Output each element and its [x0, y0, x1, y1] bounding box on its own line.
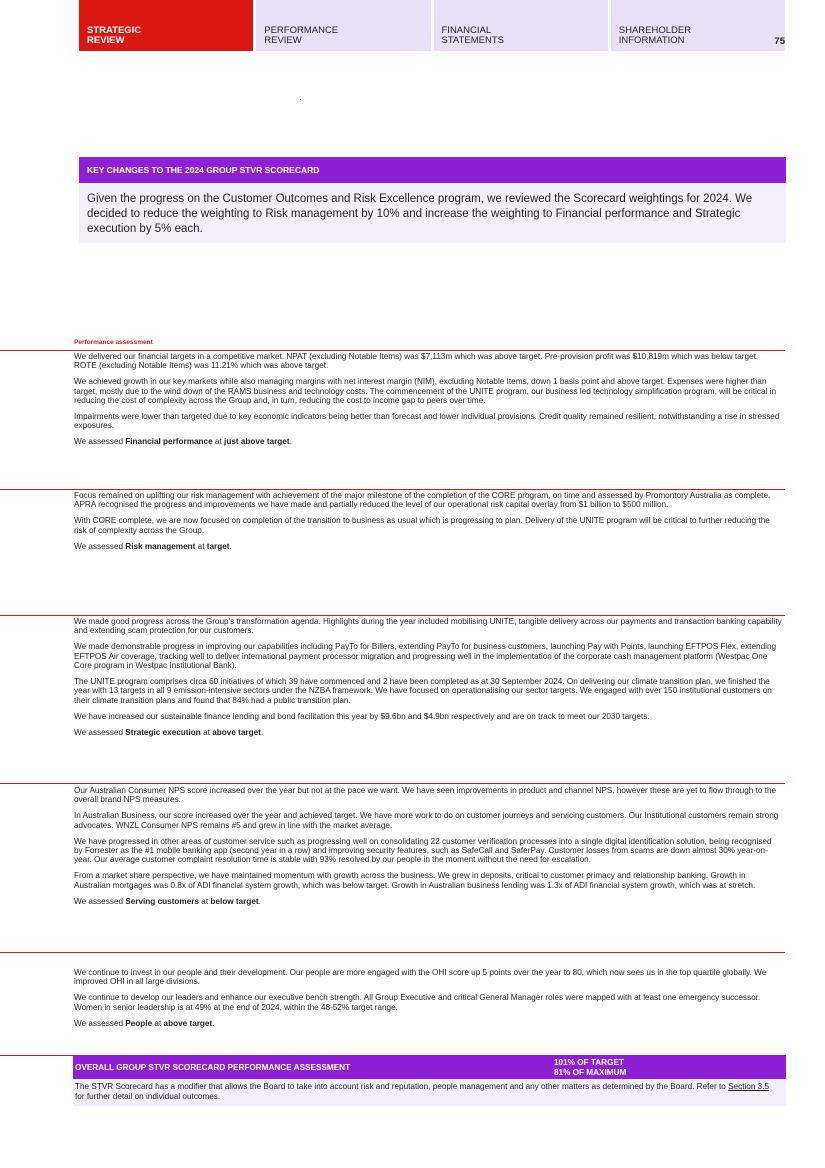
verdict-mid: at [200, 727, 213, 737]
verdict-post: . [289, 437, 292, 447]
tab-label-line2: STATEMENTS [441, 35, 504, 46]
verdict-result: target [206, 541, 230, 551]
performance-assessment-label: Performance assessment [74, 339, 153, 346]
verdict-mid: at [212, 437, 225, 447]
paragraph: Focus remained on uplifting our risk management with achievement of the major milestone of the completion of the CORE program, on time and assessed by Promontory Australia as complete. APRA recognised the progress and improvements we have made and partially reduced the level of our operational risk capital overlay from $1 billion to $500 million. [74, 491, 771, 510]
tab-label-line1: PERFORMANCE [264, 25, 339, 36]
paragraph: We continue to invest in our people and their development. Our people are more engaged with the OHI score up 5 points over the year to 80, which now sees us in the top quartile globally. We improved OHI in all large divisions. [74, 968, 767, 987]
verdict [74, 897, 782, 906]
tab-label-line1: FINANCIAL [441, 25, 492, 36]
paragraph: In Australian Business, our score increased over the year and achieved target. We have more work to do on customer journeys and servicing customers. Our Institutional customers remain strong advocates. WNZL Consumer NPS remains #5 and grew in line with the market average. [74, 811, 779, 830]
section-link[interactable]: Section 3.5 [728, 1082, 770, 1091]
customers-assessment [74, 786, 782, 913]
overall-body [73, 1079, 786, 1106]
financial-assessment [74, 352, 782, 453]
verdict-post: . [229, 541, 232, 551]
verdict-post: . [260, 727, 264, 737]
tab-label-line2: REVIEW [87, 35, 125, 46]
verdict-post: . [258, 896, 261, 906]
paragraph: From a market share perspective, we have maintained momentum with growth across the business. We grew in deposits, critical to customer primacy and relationship banking. Growth in Australian mortgages was 0.8x of ADI financial system growth, which was below target. Growth in Australian business lending was 1.3x of ADI financial system growth, which was at stretch. [74, 871, 756, 890]
verdict-subject: Risk management [125, 541, 196, 551]
overall-result-target: 101% OF TARGET [554, 1058, 624, 1067]
verdict-pre: We assessed [74, 437, 126, 447]
key-changes-title: KEY CHANGES TO THE 2024 GROUP STVR SCORECARD [79, 157, 786, 183]
divider [0, 489, 785, 490]
paragraph: We delivered our financial targets in a competitive market. NPAT (excluding Notable Items) was $7,113m which was above target. Pre-provision profit was $10,819m which was below target. ROTE (excluding Notable Items) was 11.21% which was above target. [74, 352, 759, 371]
overall-result-maximum: 81% OF MAXIMUM [554, 1067, 627, 1077]
verdict-mid: at [199, 896, 211, 906]
overall-header [73, 1055, 786, 1079]
paragraph: The UNITE program comprises circa 60 initiatives of which 39 have commenced and 2 have been completed as at 30 September 2024. On delivering our climate transition plan, we finished the year with 13 targets in all 9 emission-intensive sectors under the NZBA framework. We have focused on operationalising our sector targets. We engaged with over 150 institutional customers on their climate transition plans and found that 84% had a public transition plan. [74, 677, 772, 705]
paragraph: We made good progress across the Group's transformation agenda. Highlights during the year included mobilising UNITE, tangible delivery across our payments and transaction banking capability and extending scam protection for our customers. [74, 617, 782, 636]
tab-performance-review[interactable] [256, 0, 430, 51]
verdict [74, 542, 782, 551]
verdict-pre: We assessed [74, 1018, 126, 1028]
divider [0, 952, 785, 953]
verdict-subject: People [125, 1018, 153, 1028]
key-changes-panel [79, 157, 786, 243]
section-tabs [79, 0, 785, 51]
overall-assessment-panel [73, 1055, 786, 1106]
paragraph: We achieved growth in our key markets while also managing margins with net interest margin (NIM), excluding Notable Items, down 1 basis point and above target. Expenses were higher than target, mostly due to the wind down of the RAMS business and technology costs. The commencement of the UNITE program, our business led technology simplification program, will be critical in reducing the cost of complexity across the Group and, in turn, reducing the cost to income gap to peers over time. [74, 377, 777, 406]
verdict-pre: We assessed [74, 727, 126, 737]
verdict-result: above target [212, 727, 261, 737]
tab-label-line1: STRATEGIC [87, 25, 142, 36]
verdict-mid: at [195, 541, 207, 551]
verdict-result: below target [210, 896, 259, 906]
verdict [74, 437, 782, 446]
verdict-pre: We assessed [74, 541, 126, 551]
strategic-assessment [74, 617, 782, 744]
verdict-pre: We assessed [74, 896, 126, 906]
paragraph: Our Australian Consumer NPS score increased over the year but not at the pace we want. We have seen improvements in product and channel NPS, however these are yet to flow through to the overall brand NPS measures. [74, 786, 777, 805]
verdict [74, 1019, 782, 1028]
verdict-subject: Strategic execution [125, 727, 201, 737]
verdict-mid: at [152, 1018, 164, 1028]
tab-label-line2: REVIEW [264, 35, 302, 46]
tab-label-line1: SHAREHOLDER [618, 25, 692, 36]
tab-strategic-review[interactable] [79, 0, 253, 51]
overall-body-text: The STVR Scorecard has a modifier that allows the Board to take into account risk and reputation, people management and any other matters as determined by the Board. Refer to [75, 1082, 729, 1091]
people-assessment [74, 968, 782, 1035]
verdict-result: above target. [163, 1018, 215, 1028]
paragraph: We have progressed in other areas of customer service such as progressing well on consolidating 22 customer verification processes into a single digital identification solution, being recognised by Forrester as the #1 mobile banking app (second year in a row) and improving security features, such as SafeCall and SaferPay. Customer losses from scams are down almost 30% year-on-year. Our average customer complaint resolution time is stable with 93% resolved by our people in the moment without the need for escalation. [74, 836, 772, 865]
verdict-subject: Serving customers [125, 896, 199, 906]
key-changes-body: Given the progress on the Customer Outcomes and Risk Excellence program, we reviewed the Scorecard weightings for 2024. We decided to reduce the weighting to Risk management by 10% and increase the weighting to Financial performance and Strategic execution by 5% each. [79, 183, 786, 243]
verdict-subject: Financial performance [125, 437, 213, 447]
stray-dot [300, 99, 301, 100]
tab-shareholder-information[interactable] [611, 0, 785, 51]
verdict [74, 728, 782, 737]
divider [0, 350, 785, 351]
paragraph: We have increased our sustainable finance lending and bond facilitation this year by $9.6bn and $4.9bn respectively and are on track to meet our 2030 targets. [74, 711, 650, 721]
overall-body-text-end: for further detail on individual outcomes. [75, 1092, 221, 1101]
paragraph: We made demonstrable progress in improving our capabilities including PayTo for Billers, extending PayTo for business customers, launching Pay with Points, launching EFTPOS Flex, extending EFTPOS Air coverage, tracking well to deliver international payment processor migration and progressing well in the implementation of the corporate cash management platform (Westpac One Core program in Westpac Institutional Bank). [74, 642, 777, 671]
divider [0, 783, 785, 784]
overall-title: OVERALL GROUP STVR SCORECARD PERFORMANCE ASSESSMENT [75, 1063, 351, 1072]
risk-assessment [74, 491, 782, 558]
verdict-result: just above target [224, 437, 290, 447]
paragraph: Impairments were lower than targeted due to key economic indicators being better than forecast and lower individual provisions. Credit quality remained resilient, notwithstanding a rise in stressed exposures. [74, 412, 780, 431]
paragraph: With CORE complete, we are now focused on completion of the transition to business as usual which is progressing to plan. Delivery of the UNITE program will be critical to further reducing the risk of complexity across the Group. [74, 516, 770, 535]
tab-financial-statements[interactable] [434, 0, 608, 51]
tab-label-line2: INFORMATION [618, 35, 685, 46]
page-number: 75 [774, 36, 785, 47]
divider [0, 615, 785, 616]
paragraph: We continue to develop our leaders and enhance our executive bench strength. All Group Executive and critical General Manager roles were mapped with at least one emergency successor. Women in senior leadership is at 49% at the end of 2024, within the 48-52% target range. [74, 993, 761, 1012]
overall-result [554, 1058, 626, 1077]
